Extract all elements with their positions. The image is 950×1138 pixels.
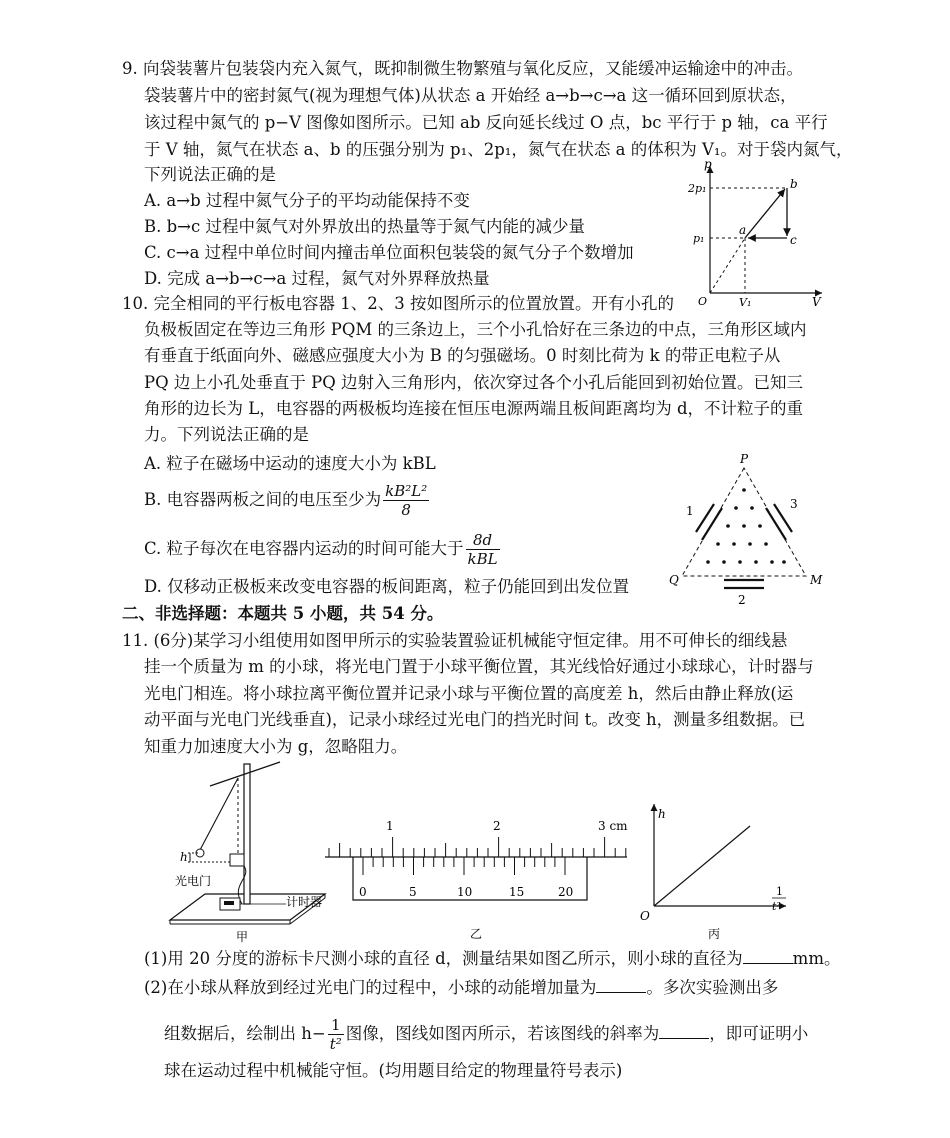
capacitor-3-plate-a	[766, 508, 786, 540]
capacitor-3-label: 3	[790, 497, 798, 511]
label-photogate: 光电门	[175, 874, 212, 888]
q10-line2: 负极板固定在等边三角形 PQM 的三条边上，三个小孔恰好在三条边的中点，三角形区域内	[144, 320, 807, 339]
label-timer: 计时器	[286, 895, 323, 909]
q11-line2: 挂一个质量为 m 的小球，将光电门置于小球平衡位置，其光线恰好通过小球球心，计时器与	[144, 657, 814, 676]
vernier-label-20: 20	[558, 885, 574, 899]
path-ab	[745, 189, 785, 238]
section-2-heading: 二、非选择题：本题共 5 小题，共 54 分。	[122, 604, 444, 623]
capacitor-1-label: 1	[686, 504, 694, 518]
fig-bing-graph	[636, 796, 796, 942]
q9-pv-diagram	[690, 158, 830, 308]
caption-bing: 丙	[708, 927, 721, 941]
vernier-label-10: 10	[457, 885, 473, 899]
capacitor-1-plate-a	[702, 508, 722, 540]
label-origin-bing: O	[640, 909, 650, 923]
capacitor-1-plate-b	[696, 504, 714, 532]
q9-line3: 该过程中氮气的 p−V 图像如图所示。已知 ab 反向延长线过 O 点，bc 平行于 p 轴，ca 平行	[144, 113, 828, 132]
label-h-axis: h	[658, 807, 666, 821]
q10-line6: 力。下列说法正确的是	[144, 425, 309, 444]
capacitor-2-label: 2	[738, 593, 746, 607]
vernier-label-5: 5	[409, 885, 417, 899]
fig-yi-vernier-caliper	[325, 810, 630, 942]
main-label-1: 1	[386, 819, 394, 833]
label-v1: V₁	[739, 296, 752, 309]
label-p: p	[704, 157, 712, 171]
q11-line5: 知重力加速度大小为 g，忽略阻力。	[144, 737, 408, 756]
fig-jia-apparatus	[160, 758, 340, 943]
q9-line5: 下列说法正确的是	[144, 165, 276, 184]
graph-line	[654, 826, 750, 906]
q10-option-a: A. 粒子在磁场中运动的速度大小为 kBL	[144, 454, 436, 473]
answer-blank-diameter[interactable]	[743, 949, 793, 964]
q10-line5: 角形的边长为 L，电容器的两极板均连接在恒压电源两端且板间距离均为 d，不计粒子的重	[144, 399, 804, 418]
q11-line1: 11. (6分)某学习小组使用如图甲所示的实验装置验证机械能守恒定律。用不可伸长的细线悬	[122, 631, 788, 650]
label-origin: O	[698, 295, 708, 308]
answer-blank-slope[interactable]	[659, 1024, 709, 1039]
caption-jia: 甲	[236, 930, 249, 944]
vernier-label-0: 0	[359, 885, 367, 899]
vernier-scale-ticks	[363, 857, 565, 875]
main-scale-ticks	[329, 837, 626, 857]
label-v: V	[812, 295, 821, 309]
main-label-2: 2	[493, 819, 501, 833]
vernier-label-15: 15	[509, 885, 525, 899]
pendulum-string	[200, 778, 238, 850]
photogate	[230, 854, 244, 866]
q10-option-c: C. 粒子每次在电容器内运动的时间可能大于 $\frac{8d}{\text{kBL}}$	[144, 531, 498, 568]
q10-line3: 有垂直于纸面向外、磁感应强度大小为 B 的匀强磁场。0 时刻比荷为 k 的带正电粒子从	[144, 346, 781, 365]
q9-option-c: C. c→a 过程中单位时间内撞击单位面积包装袋的氮气分子个数增加	[144, 243, 634, 262]
q10-option-b: B. 电容器两板之间的电压至少为 $\frac{\text{kB²L²}}{8}$	[144, 482, 428, 519]
q11-line4: 动平面与光电门光线垂直)，记录小球经过光电门的挡光时间 t。改变 h，测量多组数据。已	[144, 710, 806, 729]
answer-blank-kinetic[interactable]	[596, 978, 646, 993]
q11-sub2-line2: 组数据后，绘制出 h− $\frac{1}{\text{t²}}$ 图像，图线如图丙所示，若该图线的斜率为 ，即可证明小	[164, 1016, 809, 1053]
q9-line1: 9. 向袋装薯片包装袋内充入氮气，既抑制微生物繁殖与氧化反应，又能缓冲运输途中的冲击。	[122, 59, 803, 78]
q9-option-b: B. b→c 过程中氮气对外界放出的热量等于氮气内能的减少量	[144, 217, 585, 236]
q11-sub2-line3: 球在运动过程中机械能守恒。(均用题目给定的物理量符号表示)	[164, 1061, 623, 1080]
vertex-m: M	[810, 573, 823, 587]
label-2p1: 2p₁	[688, 182, 707, 195]
magnetic-field-dots	[706, 488, 786, 564]
stand-pole	[244, 764, 250, 904]
label-p1: p₁	[693, 232, 705, 245]
q11-line3: 光电门相连。将小球拉离平衡位置并记录小球与平衡位置的高度差 h，然后由静止释放(运	[144, 684, 794, 703]
q10-line4: PQ 边上小孔处垂直于 PQ 边射入三角形内，依次穿过各个小孔后能回到初始位置。已知三	[144, 373, 803, 392]
label-x-num: 1	[776, 885, 783, 898]
point-c: c	[790, 233, 797, 247]
q9-line4: 于 V 轴，氮气在状态 a、b 的压强分别为 p₁、2p₁，氮气在状态 a 的体积为 V₁。对于袋内氮气，	[144, 140, 853, 159]
q9-option-a: A. a→b 过程中氮气分子的平均动能保持不变	[144, 191, 470, 210]
point-b: b	[790, 177, 798, 191]
q11-sub1: (1)用 20 分度的游标卡尺测小球的直径 d，测量结果如图乙所示，则小球的直径为 mm。	[144, 949, 841, 968]
q11-sub2-line1: (2)在小球从释放到经过光电门的过程中，小球的动能增加量为 。多次实验测出多	[144, 978, 779, 997]
main-label-3cm: 3 cm	[598, 819, 628, 833]
q9-option-d: D. 完成 a→b→c→a 过程，氮气对外界释放热量	[144, 269, 490, 288]
label-h: h	[180, 850, 188, 864]
point-a: a	[739, 223, 747, 237]
q9-line2: 袋装薯片中的密封氮气(视为理想气体)从状态 a 开始经 a→b→c→a 这一循环回到原状态，	[144, 86, 797, 105]
vertex-p: P	[740, 452, 749, 466]
q10-triangle-diagram	[666, 450, 826, 610]
vertex-q: Q	[669, 573, 679, 587]
q10-line1: 10. 完全相同的平行板电容器 1、2、3 按如图所示的位置放置。开有小孔的	[122, 294, 674, 313]
caption-yi: 乙	[470, 927, 483, 941]
q10-option-d: D. 仅移动正极板来改变电容器的板间距离，粒子仍能回到出发位置	[144, 577, 630, 596]
label-x-den: t²	[772, 900, 781, 913]
